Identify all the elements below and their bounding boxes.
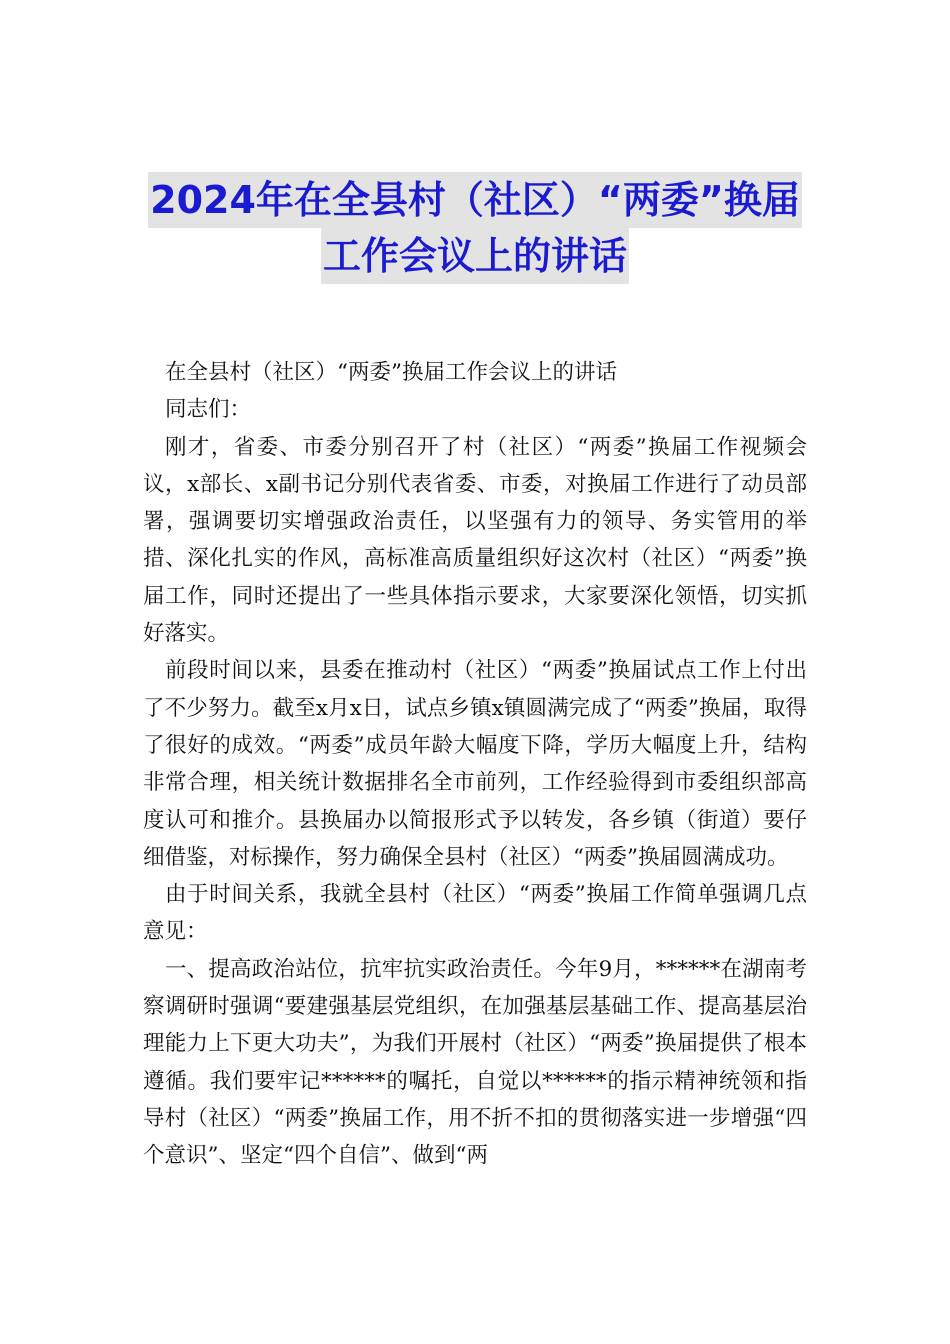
- paragraph: 由于时间关系，我就全县村（社区）“两委”换届工作简单强调几点意见：: [143, 882, 807, 945]
- paragraph: 前段时间以来，县委在推动村（社区）“两委”换届试点工作上付出了不少努力。截至x月x日，试点乡镇x镇圆满完成了“两委”换届，取得了很好的成效。“两委”成员年龄大幅度下降，学历大幅度上升，结构非常合理，相关统计数据排名全市前列，工作经验得到市委组织部高度认可和推介。县换届办以简报形式予以转发，各乡镇（街道）要仔细借鉴，对标操作，努力确保全县村（社区）“两委”换届圆满成功。: [143, 658, 807, 870]
- paragraph: 一、提高政治站位，抗牢抗实政治责任。今年9月，******在湖南考察调研时强调“要建强基层党组织，在加强基层基础工作、提高基层治理能力上下更大功夫”，为我们开展村（社区）“两委”换届提供了根本遵循。我们要牢记******的嘱托，自觉以******的指示精神统领和指导村（社区）“两委”换届工作，用不折不扣的贯彻落实进一步增强“四个意识”、坚定“四个自信”、做到“两: [143, 956, 807, 1169]
- paragraph: 刚才，省委、市委分别召开了村（社区）“两委”换届工作视频会议，x部长、x副书记分别代表省委、市委，对换届工作进行了动员部署，强调要切实增强政治责任，以坚强有力的领导、务实管用的举措、深化扎实的作风，高标准高质量组织好这次村（社区）“两委”换届工作，同时还提出了一些具体指示要求，大家要深化领悟，切实抓好落实。: [143, 434, 807, 647]
- document-title: [0, 172, 950, 284]
- title-line-1: 2024年在全县村（社区）“两委”换届: [148, 172, 802, 228]
- title-line-2: 工作会议上的讲话: [321, 228, 629, 284]
- document-body: [143, 354, 807, 1175]
- paragraph-salutation: 同志们：: [165, 397, 252, 423]
- paragraph-subtitle: 在全县村（社区）“两委”换届工作会议上的讲话: [165, 360, 617, 385]
